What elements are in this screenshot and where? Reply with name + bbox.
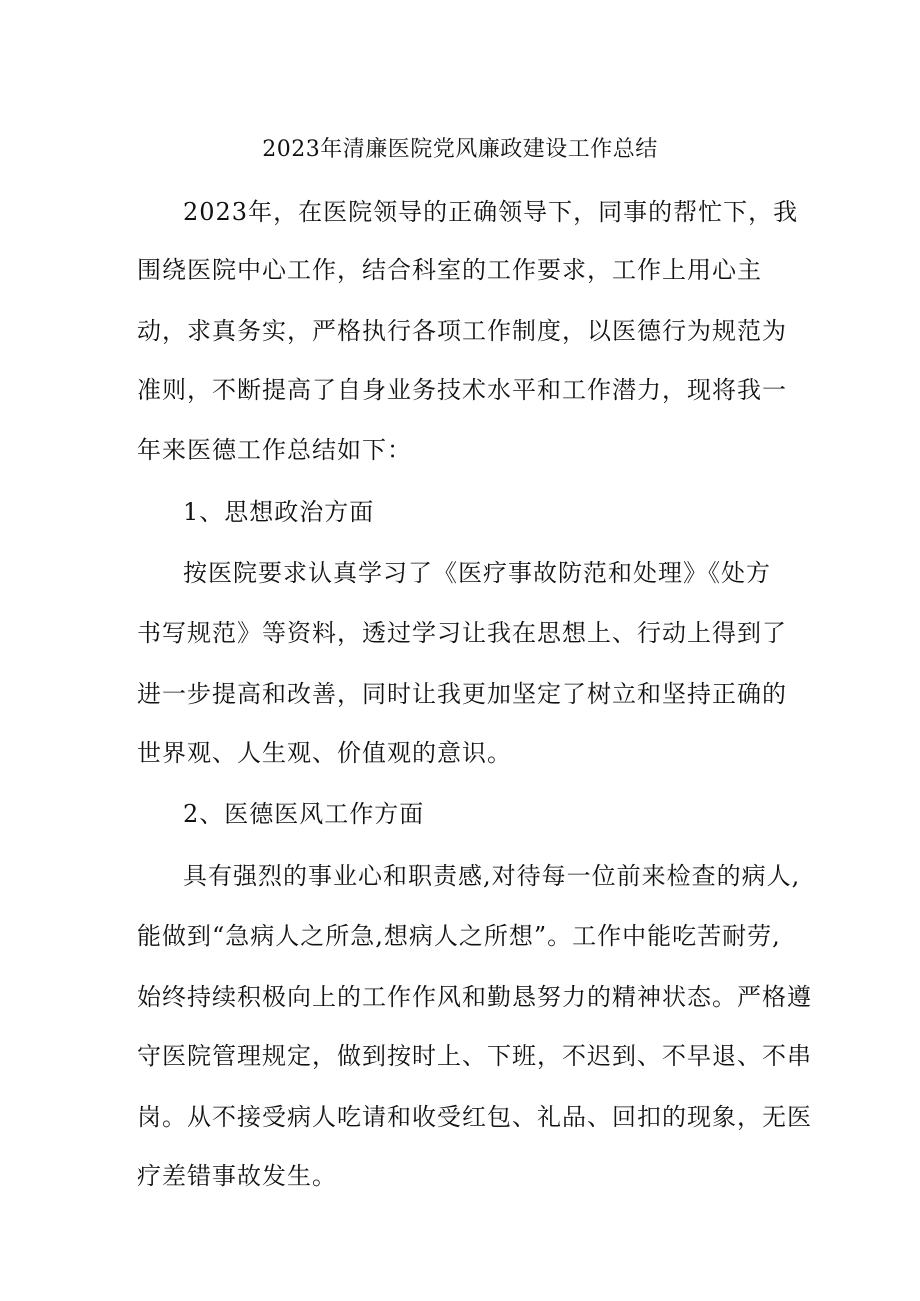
paragraph-1-line-1: 2023年，在医院领导的正确领导下，同事的帮忙下，我: [183, 198, 799, 226]
paragraph-1-line-2: 围绕医院中心工作，结合科室的工作要求，工作上用心主: [137, 256, 762, 284]
paragraph-3-line-3: 始终持续积极向上的工作作风和勤恳努力的精神状态。严格遵: [137, 983, 812, 1011]
paragraph-3-line-6: 疗差错事故发生。: [137, 1162, 337, 1190]
paragraph-1-line-3: 动，求真务实，严格执行各项工作制度，以医德行为规范为: [137, 317, 787, 345]
section-heading-1: 1、思想政治方面: [183, 498, 375, 526]
paragraph-2-line-4: 世界观、人生观、价值观的意识。: [137, 739, 512, 767]
paragraph-3-line-4: 守医院管理规定，做到按时上、下班，不迟到、不早退、不串: [137, 1042, 812, 1070]
paragraph-3-line-2: 能做到“急病人之所急,想病人之所想”。工作中能吃苦耐劳,: [137, 922, 781, 950]
paragraph-1-line-5: 年来医德工作总结如下：: [137, 436, 412, 464]
paragraph-1-line-4: 准则，不断提高了自身业务技术水平和工作潜力，现将我一: [137, 376, 787, 404]
paragraph-2-line-3: 进一步提高和改善，同时让我更加坚定了树立和坚持正确的: [137, 680, 787, 708]
paragraph-3-line-1: 具有强烈的事业心和职责感,对待每一位前来检查的病人,: [183, 862, 801, 890]
paragraph-2-line-2: 书写规范》等资料，透过学习让我在思想上、行动上得到了: [137, 619, 787, 647]
paragraph-2-line-1: 按医院要求认真学习了《医疗事故防范和处理》《处方: [183, 559, 771, 587]
section-heading-2: 2、医德医风工作方面: [183, 800, 425, 828]
document-title: 2023年清廉医院党风廉政建设工作总结: [262, 137, 658, 162]
paragraph-3-line-5: 岗。从不接受病人吃请和收受红包、礼品、回扣的现象，无医: [137, 1103, 812, 1131]
